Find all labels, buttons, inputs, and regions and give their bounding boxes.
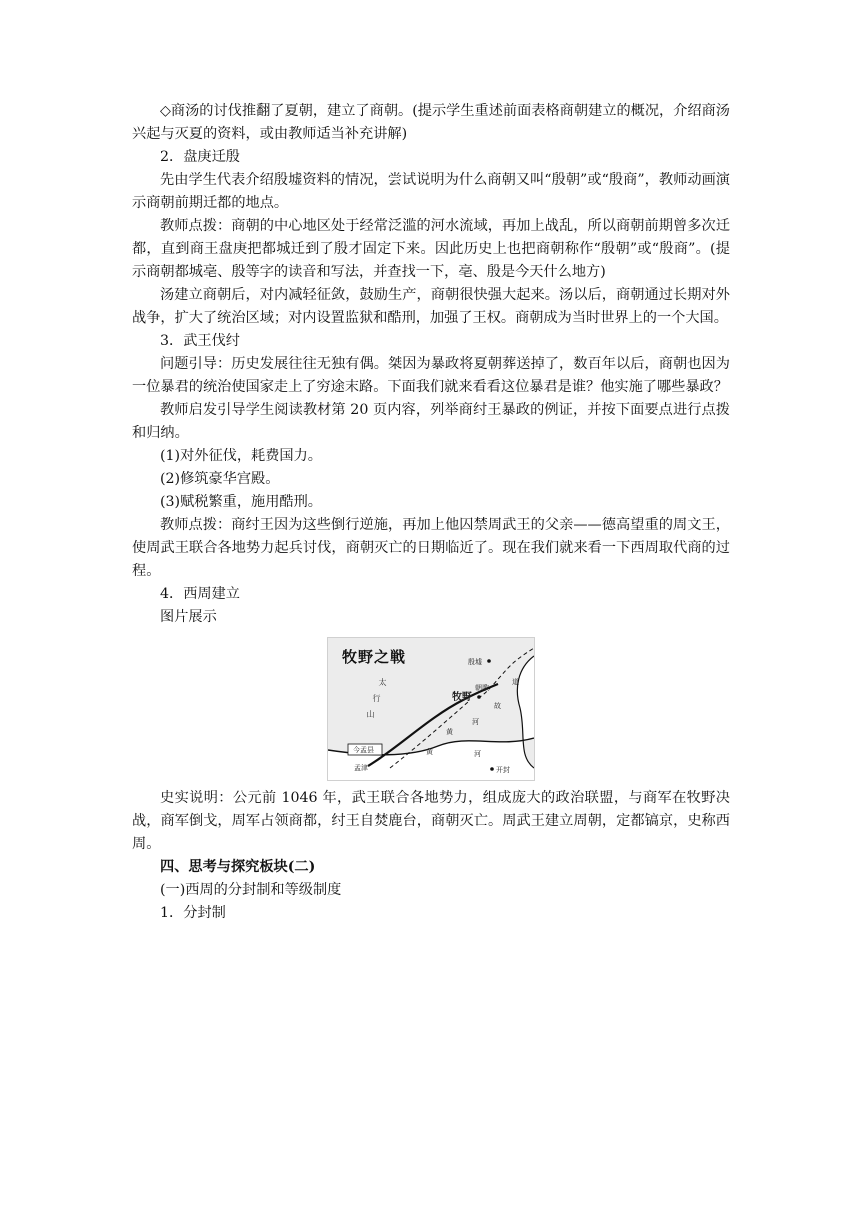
- list-item-1: (1)对外征伐，耗费国力。: [160, 448, 322, 464]
- paragraph-yinxu: 先由学生代表介绍殷墟资料的情况，尝试说明为什么商朝又叫“殷朝”或“殷商”，教师动画演示商朝前期迁都的地点。: [132, 172, 730, 211]
- map-label-dao: 道: [512, 678, 519, 686]
- map-lowland: [328, 656, 534, 780]
- map-label-huang-2: 黄: [426, 748, 433, 756]
- paragraph-teacher-tip-2: 教师点拨：商纣王因为这些倒行逆施，再加上他囚禁周武王的父亲——德高望重的周文王，使周武王联合各地势力起兵讨伐，商朝灭亡的日期临近了。现在我们就来看一下西周取代商的过程。: [132, 517, 730, 579]
- paragraph-teacher-tip-1: 教师点拨：商朝的中心地区处于经常泛滥的河水流域，再加上战乱，所以商朝前期曾多次迁都，直到商王盘庚把都城迁到了殷才固定下来。因此历史上也把商朝称作“殷朝”或“殷商”。(提示商朝都城亳、殷等字的读音和写法，并查找一下，亳、殷是今天什么地方): [132, 218, 730, 280]
- zhaoge-dot: [477, 695, 481, 699]
- map-label-kaifeng: 开封: [496, 766, 510, 774]
- map-label-tai: 太: [378, 678, 387, 686]
- paragraph-teacher-guide: 教师启发引导学生阅读教材第 20 页内容，列举商纣王暴政的例证，并按下面要点进行点拨和归纳。: [132, 402, 730, 441]
- map-label-zhaoge: 朝歌: [475, 684, 489, 692]
- list-item-2: (2)修筑豪华宫殿。: [160, 471, 280, 487]
- paragraph-shang-tang: ◇商汤的讨伐推翻了夏朝，建立了商朝。(提示学生重述前面表格商朝建立的概况，介绍商汤兴起与灭夏的资料，或由教师适当补充讲解): [132, 103, 730, 142]
- map-label-he-2: 河: [474, 750, 481, 758]
- map-label-yinxu: 殷墟: [468, 658, 482, 666]
- label-image-display: 图片展示: [160, 609, 217, 625]
- heading-wuwang: 3．武王伐纣: [160, 333, 240, 349]
- map-label-muye: 牧野: [452, 692, 472, 703]
- map-label-jinmengxian: 今孟县: [353, 746, 374, 754]
- heading-fenfeng: 1．分封制: [160, 905, 226, 921]
- yinxu-dot: [487, 659, 491, 663]
- document-body: [132, 100, 730, 925]
- paragraph-historical-note: 史实说明：公元前 1046 年，武王联合各地势力，组成庞大的政治联盟，与商军在牧野决战，商军倒戈，周军占领商都，纣王自焚鹿台，商朝灭亡。周武王建立周朝，定都镐京，史称西周。: [132, 790, 730, 852]
- heading-pangeng: 2．盘庚迁殷: [160, 149, 240, 165]
- paragraph-tang-rule: 汤建立商朝后，对内减轻征敛，鼓励生产，商朝很快强大起来。汤以后，商朝通过长期对外战争，扩大了统治区域；对内设置监狱和酷刑，加强了王权。商朝成为当时世界上的一个大国。: [132, 287, 730, 326]
- list-item-3: (3)赋税繁重，施用酷刑。: [160, 494, 322, 510]
- paragraph-question: 问题引导：历史发展往往无独有偶。桀因为暴政将夏朝葬送掉了，数百年以后，商朝也因为一位暴君的统治使国家走上了穷途末路。下面我们就来看看这位暴君是谁？他实施了哪些暴政？: [132, 356, 730, 395]
- map-label-shan: 山: [366, 710, 375, 718]
- map-title: 牧野之戦: [342, 648, 407, 666]
- map-label-mengjin: 孟津: [354, 764, 368, 772]
- map-label-huang-1: 黄: [446, 728, 453, 736]
- subsection-heading: (一)西周的分封制和等级制度: [160, 882, 342, 898]
- muye-battle-map: [327, 637, 535, 781]
- section-heading-4: 四、思考与探究板块(二): [160, 859, 316, 875]
- map-label-he-1: 河: [472, 718, 479, 726]
- heading-western-zhou: 4．西周建立: [160, 586, 240, 602]
- map-label-hang: 行: [372, 694, 381, 702]
- kaifeng-dot: [490, 767, 494, 771]
- map-label-gu: 故: [494, 702, 501, 710]
